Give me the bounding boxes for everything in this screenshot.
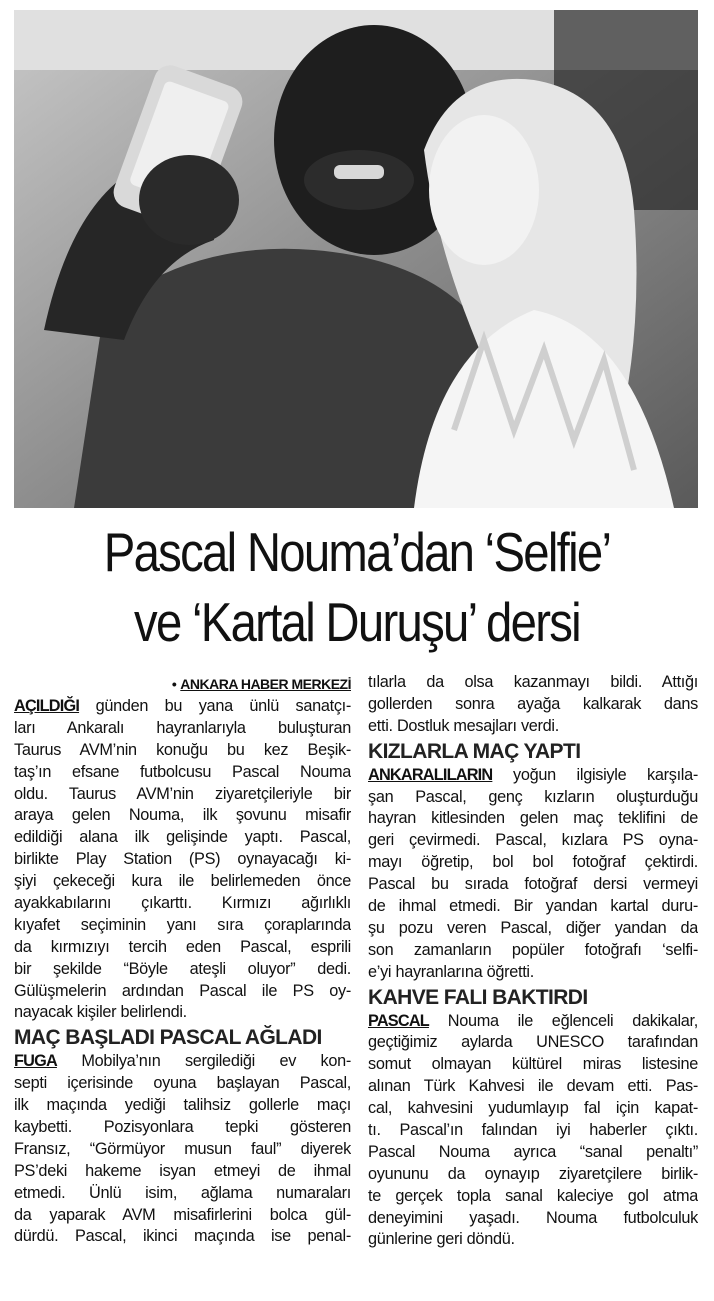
- text-line: birlikte Play Station (PS) oynayacağı ki-: [14, 850, 351, 869]
- paragraph-3-lead: ANKARALILARIN: [368, 765, 493, 784]
- text-line: ayakkabılarını çıkarttı. Kırmızı ağırlıklı: [14, 894, 351, 913]
- text-line: kaybetti. Pozisyonlara tepki gösteren: [14, 1118, 351, 1137]
- subheading-2: KIZLARLA MAÇ YAPTI: [368, 739, 581, 763]
- text-line: şu pozu veren Pascal, diğer yandan da: [368, 918, 698, 937]
- text-line: ilk maçında yediği talihsiz gollerle maçı: [14, 1096, 351, 1115]
- text-line: somut olmayan kültürel miras listesine: [368, 1055, 698, 1074]
- byline: [14, 672, 351, 696]
- paragraph-4-first-line: [368, 1011, 698, 1033]
- paragraph-2-first-text: Mobilya’nın sergilediği ev kon-: [56, 1052, 351, 1071]
- text-line: cal, kahvesini yudumlayıp fal için kapat-: [368, 1099, 698, 1118]
- text-line: te gerçek topla sanal kaleciye gol atma: [368, 1186, 698, 1205]
- text-line: Taurus AVM’nin konuğu bu kez Beşik-: [14, 740, 351, 759]
- subheading-3: KAHVE FALI BAKTIRDI: [368, 985, 588, 1009]
- text-line: son zamanların popüler fotoğrafı ‘selfi-: [368, 940, 698, 959]
- text-line: taş’ın efsane futbolcusu Pascal Nouma: [14, 762, 351, 781]
- paragraph-1: [14, 718, 351, 1024]
- paragraph-1-lead: AÇILDIĞI: [14, 697, 80, 715]
- paragraph-4-first-text: Nouma ile eğlenceli dakikalar,: [428, 1011, 698, 1030]
- paragraph-1-first-line: [14, 696, 351, 718]
- text-line: etti. Dostluk mesajları verdi.: [368, 716, 559, 735]
- byline-label: ANKARA HABER MERKEZİ: [180, 676, 351, 692]
- left-column: [14, 672, 351, 1248]
- text-line: etmedi. Ünlü isim, ağlama numaraları: [14, 1183, 351, 1202]
- text-line: PS’deki hakeme isyan etmeyi de ihmal: [14, 1161, 351, 1180]
- text-line: alınan Türk Kahvesi ile devam etti. Pas-: [368, 1077, 698, 1096]
- text-line: Fransız, “Görmüyor musun faul” diyerek: [14, 1139, 351, 1158]
- headline-line-1: Pascal Nouma’dan ‘Selfie’: [103, 521, 611, 583]
- text-line: edildiği alana ilk gelişinde yaptı. Pascal,: [14, 828, 351, 847]
- article-photo: [14, 10, 698, 508]
- text-line: ları Ankaralı hayranlarıyla buluşturan: [14, 718, 351, 737]
- text-line: tılarla da olsa kazanmayı bildi. Attığı: [368, 673, 698, 691]
- text-line: Pascal Nouma ayrıca “sanal penaltı”: [368, 1142, 698, 1161]
- paragraph-3: [368, 787, 698, 984]
- subheading-1: MAÇ BAŞLADI PASCAL AĞLADI: [14, 1026, 322, 1050]
- text-line: Gülüşmelerin ardından Pascal ile PS oy-: [14, 981, 351, 1000]
- text-line: tı. Pascal’ın falından iyi haberler çıktı.: [368, 1121, 698, 1140]
- text-line: da kırmızıyı tercih eden Pascal, esprili: [14, 937, 351, 956]
- text-line: kıyafet seçiminin yanı sıra çoraplarında: [14, 915, 351, 934]
- text-line: dürdü. Pascal, ikinci maçında ise penal-: [14, 1227, 351, 1246]
- text-line: e’yi hayranlarına öğretti.: [368, 962, 534, 981]
- text-line: şan Pascal, genç kızların oluşturduğu: [368, 787, 698, 806]
- text-line: geri çevirmedi. Pascal, kızlara PS oyna-: [368, 831, 698, 850]
- text-line: oyununu da oynayıp ziyaretçilere birlik-: [368, 1164, 698, 1183]
- paragraph-2-lead: FUGA: [14, 1052, 57, 1071]
- text-line: şiyi çekeceği kura ile belirlemeden önce: [14, 872, 351, 891]
- text-line: oldu. Taurus AVM’nin ziyaretçileriyle bir: [14, 784, 351, 803]
- text-line: septi içerisinde oyuna başlayan Pascal,: [14, 1074, 351, 1093]
- continued-paragraph: [368, 672, 698, 738]
- paragraph-2: [14, 1073, 351, 1248]
- text-line: da yaparak AVM misafirlerini bolca gül-: [14, 1205, 351, 1224]
- paragraph-2-first-line: [14, 1051, 351, 1073]
- text-line: nayacak kişiler belirlendi.: [14, 1003, 187, 1022]
- text-line: de ihmal etmedi. Bir yandan kartal duru-: [368, 897, 698, 916]
- paragraph-4: [368, 1032, 698, 1251]
- text-line: deneyimini yaşadı. Nouma futbolculuk: [368, 1208, 698, 1227]
- text-line: araya gelen Nouma, ilk şovunu misafir: [14, 806, 351, 825]
- text-line: günlerine geri döndü.: [368, 1230, 515, 1249]
- paragraph-4-lead: PASCAL: [368, 1011, 429, 1030]
- text-line: mayı öğretip, bol bol fotoğraf çektirdi.: [368, 853, 698, 872]
- headline-line-2: ve ‘Kartal Duruşu’ dersi: [134, 591, 580, 653]
- paragraph-3-first-text: yoğun ilgisiyle karşıla-: [492, 765, 698, 784]
- selfie-photo-illustration: [14, 10, 698, 508]
- paragraph-3-first-line: [368, 765, 698, 787]
- text-line: geçtiğimiz aylarda UNESCO tarafından: [368, 1033, 698, 1052]
- text-line: bir şekilde “Böyle ateşli oluyor” dedi.: [14, 959, 351, 978]
- text-line: hayran kitlesinden gelen maç teklifini de: [368, 809, 698, 828]
- text-line: Pascal bu sırada fotoğraf dersi vermeyi: [368, 875, 698, 894]
- right-column: [368, 672, 698, 1251]
- paragraph-1-first-text: günden bu yana ünlü sanatçı-: [79, 697, 351, 715]
- byline-bullet: •: [171, 676, 177, 692]
- text-line: gollerden sonra ayağa kalkarak dans: [368, 694, 698, 713]
